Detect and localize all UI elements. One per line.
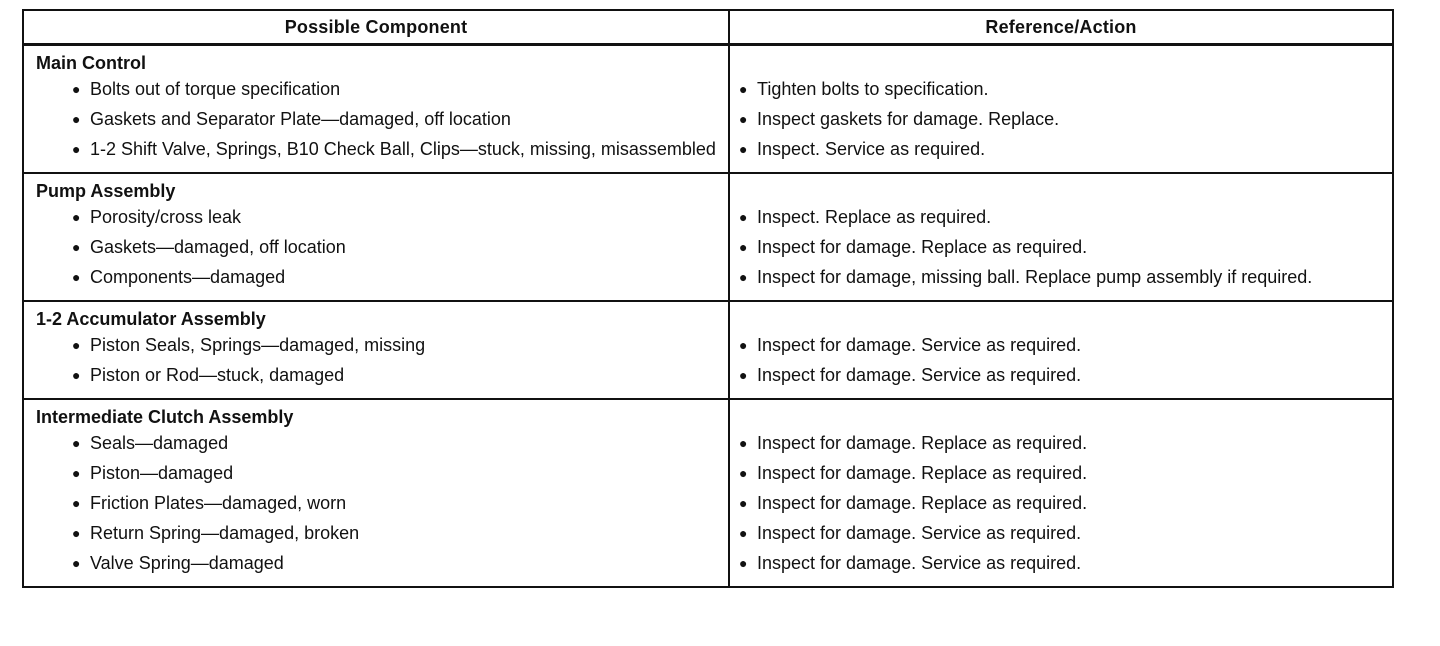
table-section [24, 302, 1392, 400]
table-section [24, 46, 1392, 174]
action-text: Tighten bolts to specification. [757, 79, 989, 99]
action-item [739, 492, 1384, 515]
action-text: Inspect for damage, missing ball. Replace pump assembly if required. [757, 267, 1313, 287]
bullet-icon: ● [72, 495, 81, 511]
component-item [36, 266, 720, 289]
action-text: Inspect. Service as required. [757, 139, 986, 159]
component-text: Piston or Rod—stuck, damaged [90, 365, 345, 385]
bullet-icon: ● [739, 555, 748, 571]
bullet-icon: ● [739, 337, 748, 353]
bullet-icon: ● [72, 465, 81, 481]
troubleshooting-table [22, 9, 1394, 588]
component-item [36, 138, 720, 161]
bullet-icon: ● [739, 525, 748, 541]
action-cell [730, 174, 1392, 300]
action-item [739, 206, 1384, 229]
action-text: Inspect for damage. Replace as required. [757, 433, 1088, 453]
component-item [36, 432, 720, 455]
table-section [24, 400, 1392, 586]
section-title-spacer [739, 180, 1384, 206]
action-text: Inspect for damage. Service as required. [757, 335, 1082, 355]
action-cell [730, 400, 1392, 586]
component-item [36, 108, 720, 131]
section-title: 1-2 Accumulator Assembly [36, 309, 266, 329]
bullet-icon: ● [72, 435, 81, 451]
bullet-icon: ● [72, 111, 81, 127]
action-item [739, 138, 1384, 161]
bullet-icon: ● [72, 269, 81, 285]
section-title: Main Control [36, 53, 146, 73]
bullet-icon: ● [72, 81, 81, 97]
bullet-icon: ● [72, 239, 81, 255]
component-item [36, 236, 720, 259]
header-possible-component: Possible Component [24, 11, 730, 43]
header-reference-action: Reference/Action [985, 16, 1137, 37]
component-text: Components—damaged [90, 267, 286, 287]
component-cell [24, 174, 730, 300]
action-item [739, 432, 1384, 455]
bullet-icon: ● [739, 435, 748, 451]
action-item [739, 78, 1384, 101]
component-cell [24, 302, 730, 398]
action-text: Inspect for damage. Service as required. [757, 365, 1082, 385]
component-item [36, 364, 720, 387]
component-text: Valve Spring—damaged [90, 553, 284, 573]
section-title: Intermediate Clutch Assembly [36, 407, 294, 427]
component-item [36, 462, 720, 485]
component-item [36, 334, 720, 357]
component-text: Friction Plates—damaged, worn [90, 493, 347, 513]
section-title-spacer [739, 308, 1384, 334]
component-text: 1-2 Shift Valve, Springs, B10 Check Ball, Clips—stuck, missing, misassembled [90, 139, 716, 159]
action-cell [730, 302, 1392, 398]
action-text: Inspect gaskets for damage. Replace. [757, 109, 1060, 129]
bullet-icon: ● [739, 269, 748, 285]
bullet-icon: ● [739, 465, 748, 481]
action-text: Inspect for damage. Replace as required. [757, 237, 1088, 257]
action-text: Inspect for damage. Service as required. [757, 523, 1082, 543]
section-title-spacer [739, 52, 1384, 78]
action-text: Inspect for damage. Replace as required. [757, 493, 1088, 513]
component-cell [24, 400, 730, 586]
component-item [36, 522, 720, 545]
component-text: Piston—damaged [90, 463, 234, 483]
action-item [739, 552, 1384, 575]
action-text: Inspect for damage. Replace as required. [757, 463, 1088, 483]
table-header-row [24, 11, 1392, 46]
action-item [739, 364, 1384, 387]
component-item [36, 206, 720, 229]
table-body [24, 46, 1392, 586]
component-text: Porosity/cross leak [90, 207, 242, 227]
bullet-icon: ● [739, 495, 748, 511]
component-text: Gaskets and Separator Plate—damaged, off location [90, 109, 511, 129]
bullet-icon: ● [739, 209, 748, 225]
bullet-icon: ● [739, 239, 748, 255]
bullet-icon: ● [72, 209, 81, 225]
component-item [36, 552, 720, 575]
bullet-icon: ● [739, 111, 748, 127]
bullet-icon: ● [72, 141, 81, 157]
action-text: Inspect for damage. Service as required. [757, 553, 1082, 573]
action-item [739, 522, 1384, 545]
action-cell [730, 46, 1392, 172]
component-text: Gaskets—damaged, off location [90, 237, 346, 257]
component-item [36, 492, 720, 515]
action-item [739, 108, 1384, 131]
bullet-icon: ● [739, 367, 748, 383]
bullet-icon: ● [739, 141, 748, 157]
section-title-spacer [739, 406, 1384, 432]
bullet-icon: ● [72, 367, 81, 383]
bullet-icon: ● [72, 555, 81, 571]
bullet-icon: ● [72, 337, 81, 353]
component-text: Piston Seals, Springs—damaged, missing [90, 335, 426, 355]
component-text: Seals—damaged [90, 433, 229, 453]
component-item [36, 78, 720, 101]
component-text: Bolts out of torque specification [90, 79, 341, 99]
action-item [739, 266, 1384, 289]
section-title: Pump Assembly [36, 181, 176, 201]
table-section [24, 174, 1392, 302]
component-text: Return Spring—damaged, broken [90, 523, 360, 543]
action-text: Inspect. Replace as required. [757, 207, 992, 227]
bullet-icon: ● [739, 81, 748, 97]
action-item [739, 236, 1384, 259]
bullet-icon: ● [72, 525, 81, 541]
component-cell [24, 46, 730, 172]
action-item [739, 334, 1384, 357]
action-item [739, 462, 1384, 485]
